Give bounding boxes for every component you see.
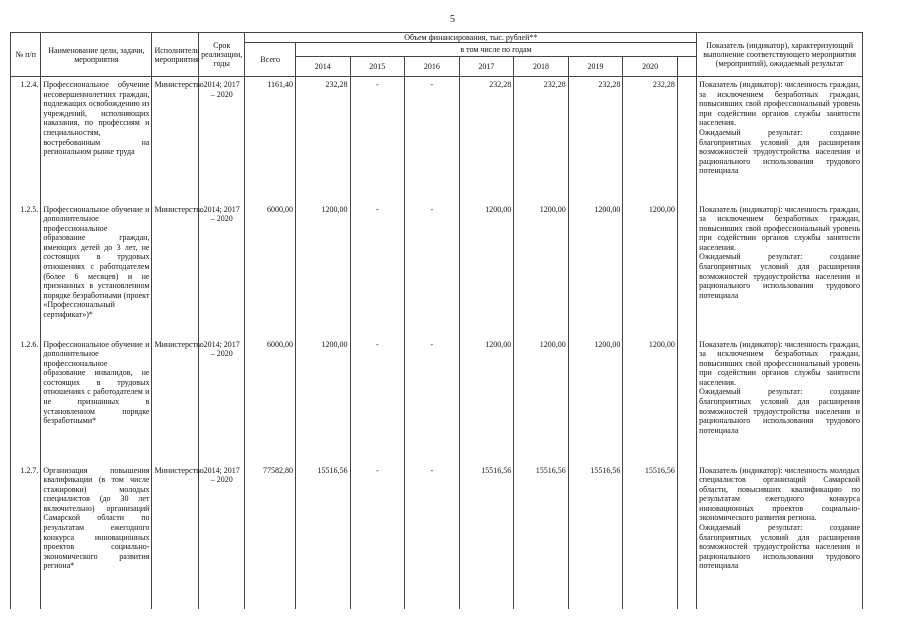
row-year-value: 232,28 [568, 77, 623, 202]
row-year-value: 1200,00 [514, 202, 569, 337]
row-executor: Министерство [152, 337, 198, 463]
row-year-value: - [350, 463, 405, 609]
row-term: 2014; 2017 – 2020 [198, 463, 244, 609]
header-year: 2019 [568, 57, 623, 77]
row-executor: Министерство [152, 77, 198, 202]
header-total: Всего [245, 43, 296, 77]
header-indicator: Показатель (индикатор), характеризующий выполнение соответствующего мероприятия (мероприятий), ожидаемый результат [697, 33, 863, 77]
row-indicator: Показатель (индикатор): численность граждан, за исключением безработных граждан, повысивших свой профессиональный уровень при содействии органов службы занятости населения. [699, 204, 860, 252]
page-number: 5 [450, 14, 455, 25]
row-year-value: 1200,00 [514, 337, 569, 463]
row-year-value: 15516,56 [623, 463, 678, 609]
header-name: Наименование цели, задачи, мероприятия [41, 33, 152, 77]
header-year: 2020 [623, 57, 678, 77]
header-year: 2014 [295, 57, 350, 77]
row-num: 1.2.7. [11, 463, 41, 609]
row-indicator-cell [697, 77, 863, 202]
row-result: Ожидаемый результат: создание благоприятных условий для расширения возможностей трудоустройства населения и рационального использования трудового потенциала [699, 523, 860, 571]
row-total: 77582,80 [245, 463, 296, 609]
row-term: 2014; 2017 – 2020 [198, 337, 244, 463]
row-name: Организация повышения квалификации (в том числе стажировки) молодых специалистов (до 30 лет включительно) организаций Самарской области по результатам ежегодного конкурса инновационных проектов социально-экономического развития региона* [41, 463, 152, 609]
header-year: 2015 [350, 57, 405, 77]
row-total: 6000,00 [245, 202, 296, 337]
row-spacer [677, 337, 696, 463]
row-result: Ожидаемый результат: создание благоприятных условий для расширения возможностей трудоустройства населения и рационального использования трудового потенциала [699, 127, 860, 176]
row-spacer [677, 202, 696, 337]
row-term: 2014; 2017 – 2020 [198, 77, 244, 202]
row-year-value: 1200,00 [623, 337, 678, 463]
row-result: Ожидаемый результат: создание благоприятных условий для расширения возможностей трудоустройства населения и рационального использования трудового потенциала [699, 387, 860, 435]
row-num: 1.2.6. [11, 337, 41, 463]
header-funding: Объем финансирования, тыс. рублей** [245, 33, 697, 43]
header-year: 2018 [514, 57, 569, 77]
row-spacer [677, 463, 696, 609]
table-row [11, 77, 863, 202]
row-spacer [677, 77, 696, 202]
row-indicator-cell [697, 337, 863, 463]
header-year: 2016 [405, 57, 460, 77]
row-indicator: Показатель (индикатор): численность граждан, за исключением безработных граждан, повысивших свой профессиональный уровень при содействии органов службы занятости населения. [699, 339, 860, 387]
row-result: Ожидаемый результат: создание благоприятных условий для расширения возможностей трудоустройства населения и рационального использования трудового потенциала [699, 252, 860, 300]
row-indicator: Показатель (индикатор): численность граждан, за исключением безработных граждан, повысивших свой профессиональный уровень при содействии органов службы занятости населения. [699, 80, 860, 128]
row-year-value: 15516,56 [514, 463, 569, 609]
row-year-value: 232,28 [514, 77, 569, 202]
row-indicator: Показатель (индикатор): численность молодых специалистов организаций Самарской области, повысивших квалификацию по результатам ежегодного конкурса инновационных проектов социально-экономического развития региона. [699, 465, 860, 523]
row-name: Профессиональное обучение и дополнительное профессиональное образование инвалидов, не состоящих в трудовых отношениях с работодателем и не признанных в установленном порядке безработными* [41, 337, 152, 463]
row-indicator-cell [697, 202, 863, 337]
row-year-value: 1200,00 [295, 202, 350, 337]
header-num: № п/п [11, 33, 41, 77]
row-year-value: 1200,00 [459, 337, 514, 463]
row-year-value: - [350, 202, 405, 337]
row-term: 2014; 2017 – 2020 [198, 202, 244, 337]
row-num: 1.2.4. [11, 77, 41, 202]
table-row [11, 463, 863, 609]
row-year-value: 1200,00 [459, 202, 514, 337]
header-term: Срок реализации, годы [198, 33, 244, 77]
row-year-value: 15516,56 [568, 463, 623, 609]
row-year-value: 1200,00 [568, 202, 623, 337]
row-year-value: 232,28 [295, 77, 350, 202]
row-executor: Министерство [152, 463, 198, 609]
row-year-value: 15516,56 [295, 463, 350, 609]
program-table [10, 32, 863, 609]
row-total: 6000,00 [245, 337, 296, 463]
row-name: Профессиональное обучение несовершеннолетних граждан, подлежащих освобождению из учреждений, исполняющих наказания, по профессиям и специальностям, востребованным на региональном рынке труда [41, 77, 152, 202]
row-year-value: - [405, 202, 460, 337]
row-year-value: 15516,56 [459, 463, 514, 609]
table-row [11, 202, 863, 337]
row-year-value: 232,28 [623, 77, 678, 202]
header-spacer [677, 57, 696, 77]
row-executor: Министерство [152, 202, 198, 337]
row-year-value: 1200,00 [623, 202, 678, 337]
table-row [11, 337, 863, 463]
row-year-value: - [405, 77, 460, 202]
row-num: 1.2.5. [11, 202, 41, 337]
header-by-years: в том числе по годам [295, 43, 696, 57]
row-year-value: - [350, 337, 405, 463]
row-year-value: - [350, 77, 405, 202]
row-year-value: - [405, 463, 460, 609]
row-year-value: - [405, 337, 460, 463]
row-year-value: 232,28 [459, 77, 514, 202]
row-total: 1161,40 [245, 77, 296, 202]
header-executor: Исполнитель мероприятия [152, 33, 198, 77]
row-name: Профессиональное обучение и дополнительное профессиональное образование граждан, имеющих детей до 3 лет, не состоящих в трудовых отношениях с работодателем (более 6 месяцев) и не признанных в установленном порядке безработными (проект «Профессиональный сертификат»)* [41, 202, 152, 337]
header-year: 2017 [459, 57, 514, 77]
row-year-value: 1200,00 [568, 337, 623, 463]
row-indicator-cell [697, 463, 863, 609]
row-year-value: 1200,00 [295, 337, 350, 463]
